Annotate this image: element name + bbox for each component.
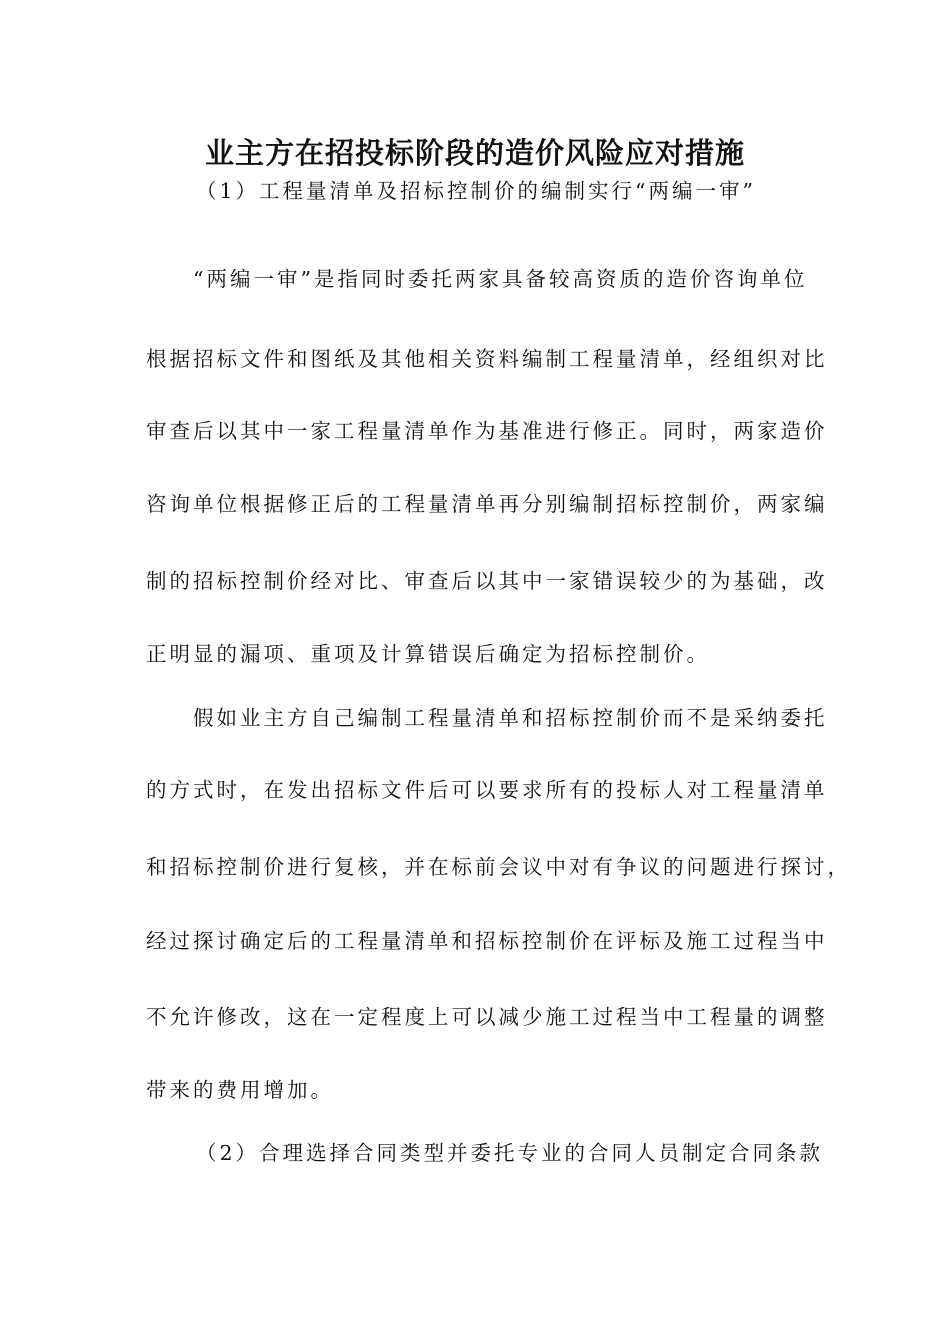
paragraph-1-line-2: 根据招标文件和图纸及其他相关资料编制工程量清单，经组织对比: [146, 347, 828, 371]
paragraph-2-line-4: 经过探讨确定后的工程量清单和招标控制价在评标及施工过程当中: [146, 929, 828, 953]
paragraph-2-line-1: 假如业主方自己编制工程量清单和招标控制价而不是采纳委托: [193, 706, 828, 730]
document-title: 业主方在招投标阶段的造价风险应对措施: [204, 136, 745, 170]
paragraph-1-line-3: 审查后以其中一家工程量清单作为基准进行修正。同时，两家造价: [146, 419, 828, 443]
paragraph-2-line-2: 的方式时，在发出招标文件后可以要求所有的投标人对工程量清单: [146, 778, 828, 802]
paragraph-2-line-3: 和招标控制价进行复核，并在标前会议中对有争议的问题进行探讨，: [146, 855, 851, 879]
paragraph-1-line-5: 制的招标控制价经对比、审查后以其中一家错误较少的为基础，改: [146, 569, 828, 593]
paragraph-1-line-6: 正明显的漏项、重项及计算错误后确定为招标控制价。: [146, 642, 710, 666]
paragraph-1-line-1: “两编一审”是指同时委托两家具备较高资质的造价咨询单位: [193, 267, 808, 291]
section-heading-2: （2）合理选择合同类型并委托专业的合同人员制定合同条款: [196, 1141, 824, 1165]
paragraph-2-line-5: 不允许修改，这在一定程度上可以减少施工过程当中工程量的调整: [146, 1005, 828, 1029]
section-heading-1: （1）工程量清单及招标控制价的编制实行“两编一审”: [196, 179, 757, 203]
paragraph-1-line-4: 咨询单位根据修正后的工程量清单再分别编制招标控制价，两家编: [146, 492, 828, 516]
paragraph-2-line-6: 带来的费用增加。: [146, 1078, 334, 1102]
